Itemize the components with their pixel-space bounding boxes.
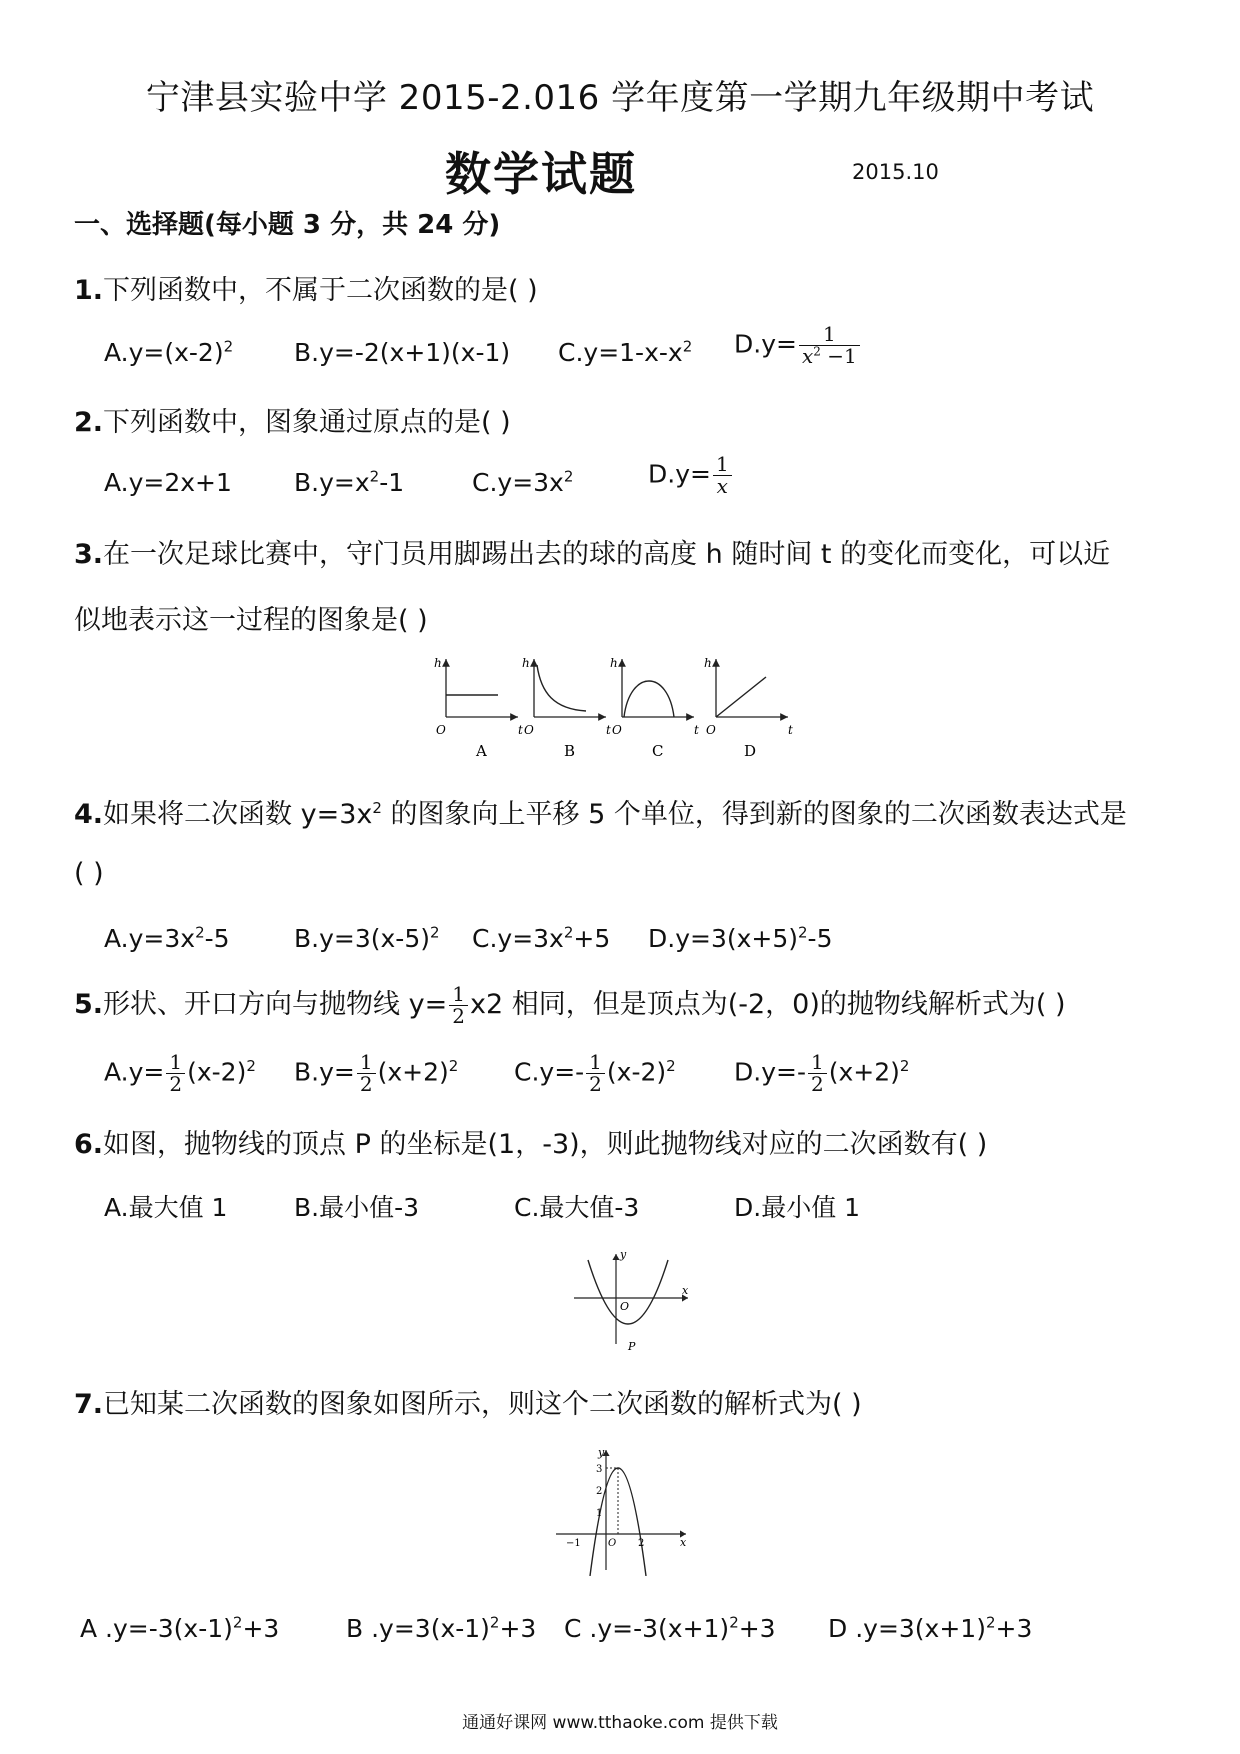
svg-text:O: O (706, 723, 716, 737)
svg-text:x: x (682, 1284, 689, 1297)
question-number: 7. (74, 1389, 104, 1420)
q3-graph-c (610, 656, 699, 760)
svg-text:O: O (612, 723, 622, 737)
question-7 (74, 1382, 862, 1421)
svg-text:C: C (652, 742, 664, 760)
fraction: $\frac{1}{2}$ (449, 984, 468, 1027)
svg-text:O: O (436, 723, 446, 737)
q1-option-c: $C.y=1-x-x^2$ (558, 337, 693, 367)
svg-text:y: y (598, 1446, 605, 1459)
q7-option-a: A $.y=-3(x-1)^2+3$ (80, 1613, 280, 1643)
q4-option-c: $C.y=3x^2+5$ (472, 923, 611, 953)
fraction: $\frac{1}{2}$ (808, 1052, 827, 1095)
svg-text:P: P (628, 1340, 636, 1352)
q2-option-b: $B.y=x^2-1$ (294, 467, 405, 497)
svg-text:h: h (610, 656, 618, 670)
svg-text:1: 1 (596, 1508, 603, 1519)
exam-title: 宁津县实验中学 2015-2.016 学年度第一学期九年级期中考试 (145, 78, 1095, 118)
question-number: 3. (74, 539, 104, 570)
fraction: $\frac{1}{x}$ (713, 454, 732, 497)
question-text: 下列函数中，图象通过原点的是( ) (103, 407, 511, 438)
svg-text:O: O (608, 1538, 617, 1549)
svg-text:O: O (620, 1300, 630, 1313)
question-number: 6. (74, 1129, 104, 1160)
svg-text:h: h (704, 656, 712, 670)
section-title: 一、选择题(每小题 3 分，共 24 分) (74, 210, 501, 240)
q3-graph-b (522, 656, 611, 760)
question-text: 如图，抛物线的顶点 P 的坐标是(1，-3)，则此抛物线对应的二次函数有( ) (103, 1129, 988, 1160)
q5-option-b: B.y= $\frac{1}{2}$ $(x+2)^2$ (294, 1050, 459, 1096)
q1-option-a: $A.y=(x-2)^2$ (104, 337, 234, 367)
q6-option-a: A.最大值 1 (104, 1193, 228, 1222)
q7-option-c: C $.y=-3(x+1)^2+3$ (564, 1613, 776, 1643)
exam-subtitle: 数学试题 (445, 147, 637, 201)
fraction: $\frac{1}{2}$ (586, 1052, 605, 1095)
fraction: $\frac{1}{2}$ (166, 1052, 185, 1095)
q5-option-d: D.y=- $\frac{1}{2}$ $(x+2)^2$ (734, 1050, 910, 1096)
exam-date: 2015.10 (852, 160, 939, 184)
question-text: 下列函数中，不属于二次函数的是( ) (103, 275, 538, 306)
q2-option-c: $C.y=3x^2$ (472, 467, 574, 497)
question-6 (74, 1122, 987, 1161)
svg-text:t: t (606, 723, 611, 737)
q3-graph-options (420, 655, 810, 765)
svg-text:t: t (694, 723, 699, 737)
q1-option-b: B.y=-2(x+1)(x-1) (294, 338, 511, 367)
footer-credit: 通通好课网 www.tthaoke.com 提供下载 (462, 1713, 778, 1733)
q6-option-c: C.最大值-3 (514, 1193, 640, 1222)
q5-option-c: C.y=- $\frac{1}{2}$ $(x-2)^2$ (514, 1050, 676, 1096)
q2-option-a: A.y=2x+1 (104, 468, 232, 497)
svg-text:3: 3 (596, 1464, 603, 1475)
question-3-line2: 似地表示这一过程的图象是( ) (74, 605, 428, 636)
question-number: 2. (74, 407, 104, 438)
question-text: 已知某二次函数的图象如图所示，则这个二次函数的解析式为( ) (103, 1389, 862, 1420)
question-3 (74, 532, 1110, 571)
question-number: 1. (74, 275, 104, 306)
question-5: 5.形状、开口方向与抛物线 y= $\frac{1}{2}$ x2 相同，但是顶点为(-2，0)的抛物线解析式为( ) (74, 982, 1066, 1028)
svg-text:t: t (518, 723, 523, 737)
svg-text:B: B (564, 742, 576, 760)
question-1 (74, 268, 538, 307)
fraction: $\frac{1}{x^2 -1}$ (799, 324, 860, 367)
q6-option-d: D.最小值 1 (734, 1193, 861, 1222)
svg-text:x: x (680, 1536, 687, 1549)
q3-graph-a (434, 656, 523, 760)
q6-option-b: B.最小值-3 (294, 1193, 420, 1222)
svg-text:h: h (522, 656, 530, 670)
svg-text:O: O (524, 723, 534, 737)
q7-option-d: D $.y=3(x+1)^2+3$ (828, 1613, 1033, 1643)
q2-option-d: D.y= $\frac{1}{x}$ (648, 454, 734, 497)
svg-text:2: 2 (638, 1538, 645, 1549)
svg-text:−1: −1 (566, 1538, 581, 1549)
question-4: 4.如果将二次函数 $y=3x^2$ 的图象向上平移 5 个单位，得到新的图象的二次函数表达式是 (74, 799, 1127, 830)
svg-text:y: y (620, 1248, 627, 1261)
q5-option-a: A.y= $\frac{1}{2}$ $(x-2)^2$ (104, 1050, 256, 1096)
question-number: 4. (74, 799, 104, 830)
q1-option-d: D.y= $\frac{1}{x^2 -1}$ (734, 324, 862, 367)
svg-text:A: A (476, 742, 487, 760)
svg-text:t: t (788, 723, 793, 737)
svg-text:2: 2 (596, 1486, 603, 1497)
q4-option-a: $A.y=3x^2-5$ (104, 923, 230, 953)
q7-parabola-figure (552, 1446, 692, 1576)
question-4-line2: ( ) (74, 858, 104, 889)
question-2 (74, 400, 511, 439)
svg-text:D: D (744, 742, 757, 760)
question-text: 在一次足球比赛中，守门员用脚踢出去的球的高度 h 随时间 t 的变化而变化，可以近 (103, 539, 1111, 570)
q4-option-b: $B.y=3(x-5)^2$ (294, 923, 440, 953)
fraction: $\frac{1}{2}$ (357, 1052, 376, 1095)
q3-graph-d (704, 656, 793, 760)
question-number: 5. (74, 989, 104, 1020)
q7-option-b: B $.y=3(x-1)^2+3$ (346, 1613, 537, 1643)
q6-parabola-figure (566, 1248, 696, 1352)
q4-option-d: $D.y=3(x+5)^2-5$ (648, 923, 833, 953)
svg-text:h: h (434, 656, 442, 670)
